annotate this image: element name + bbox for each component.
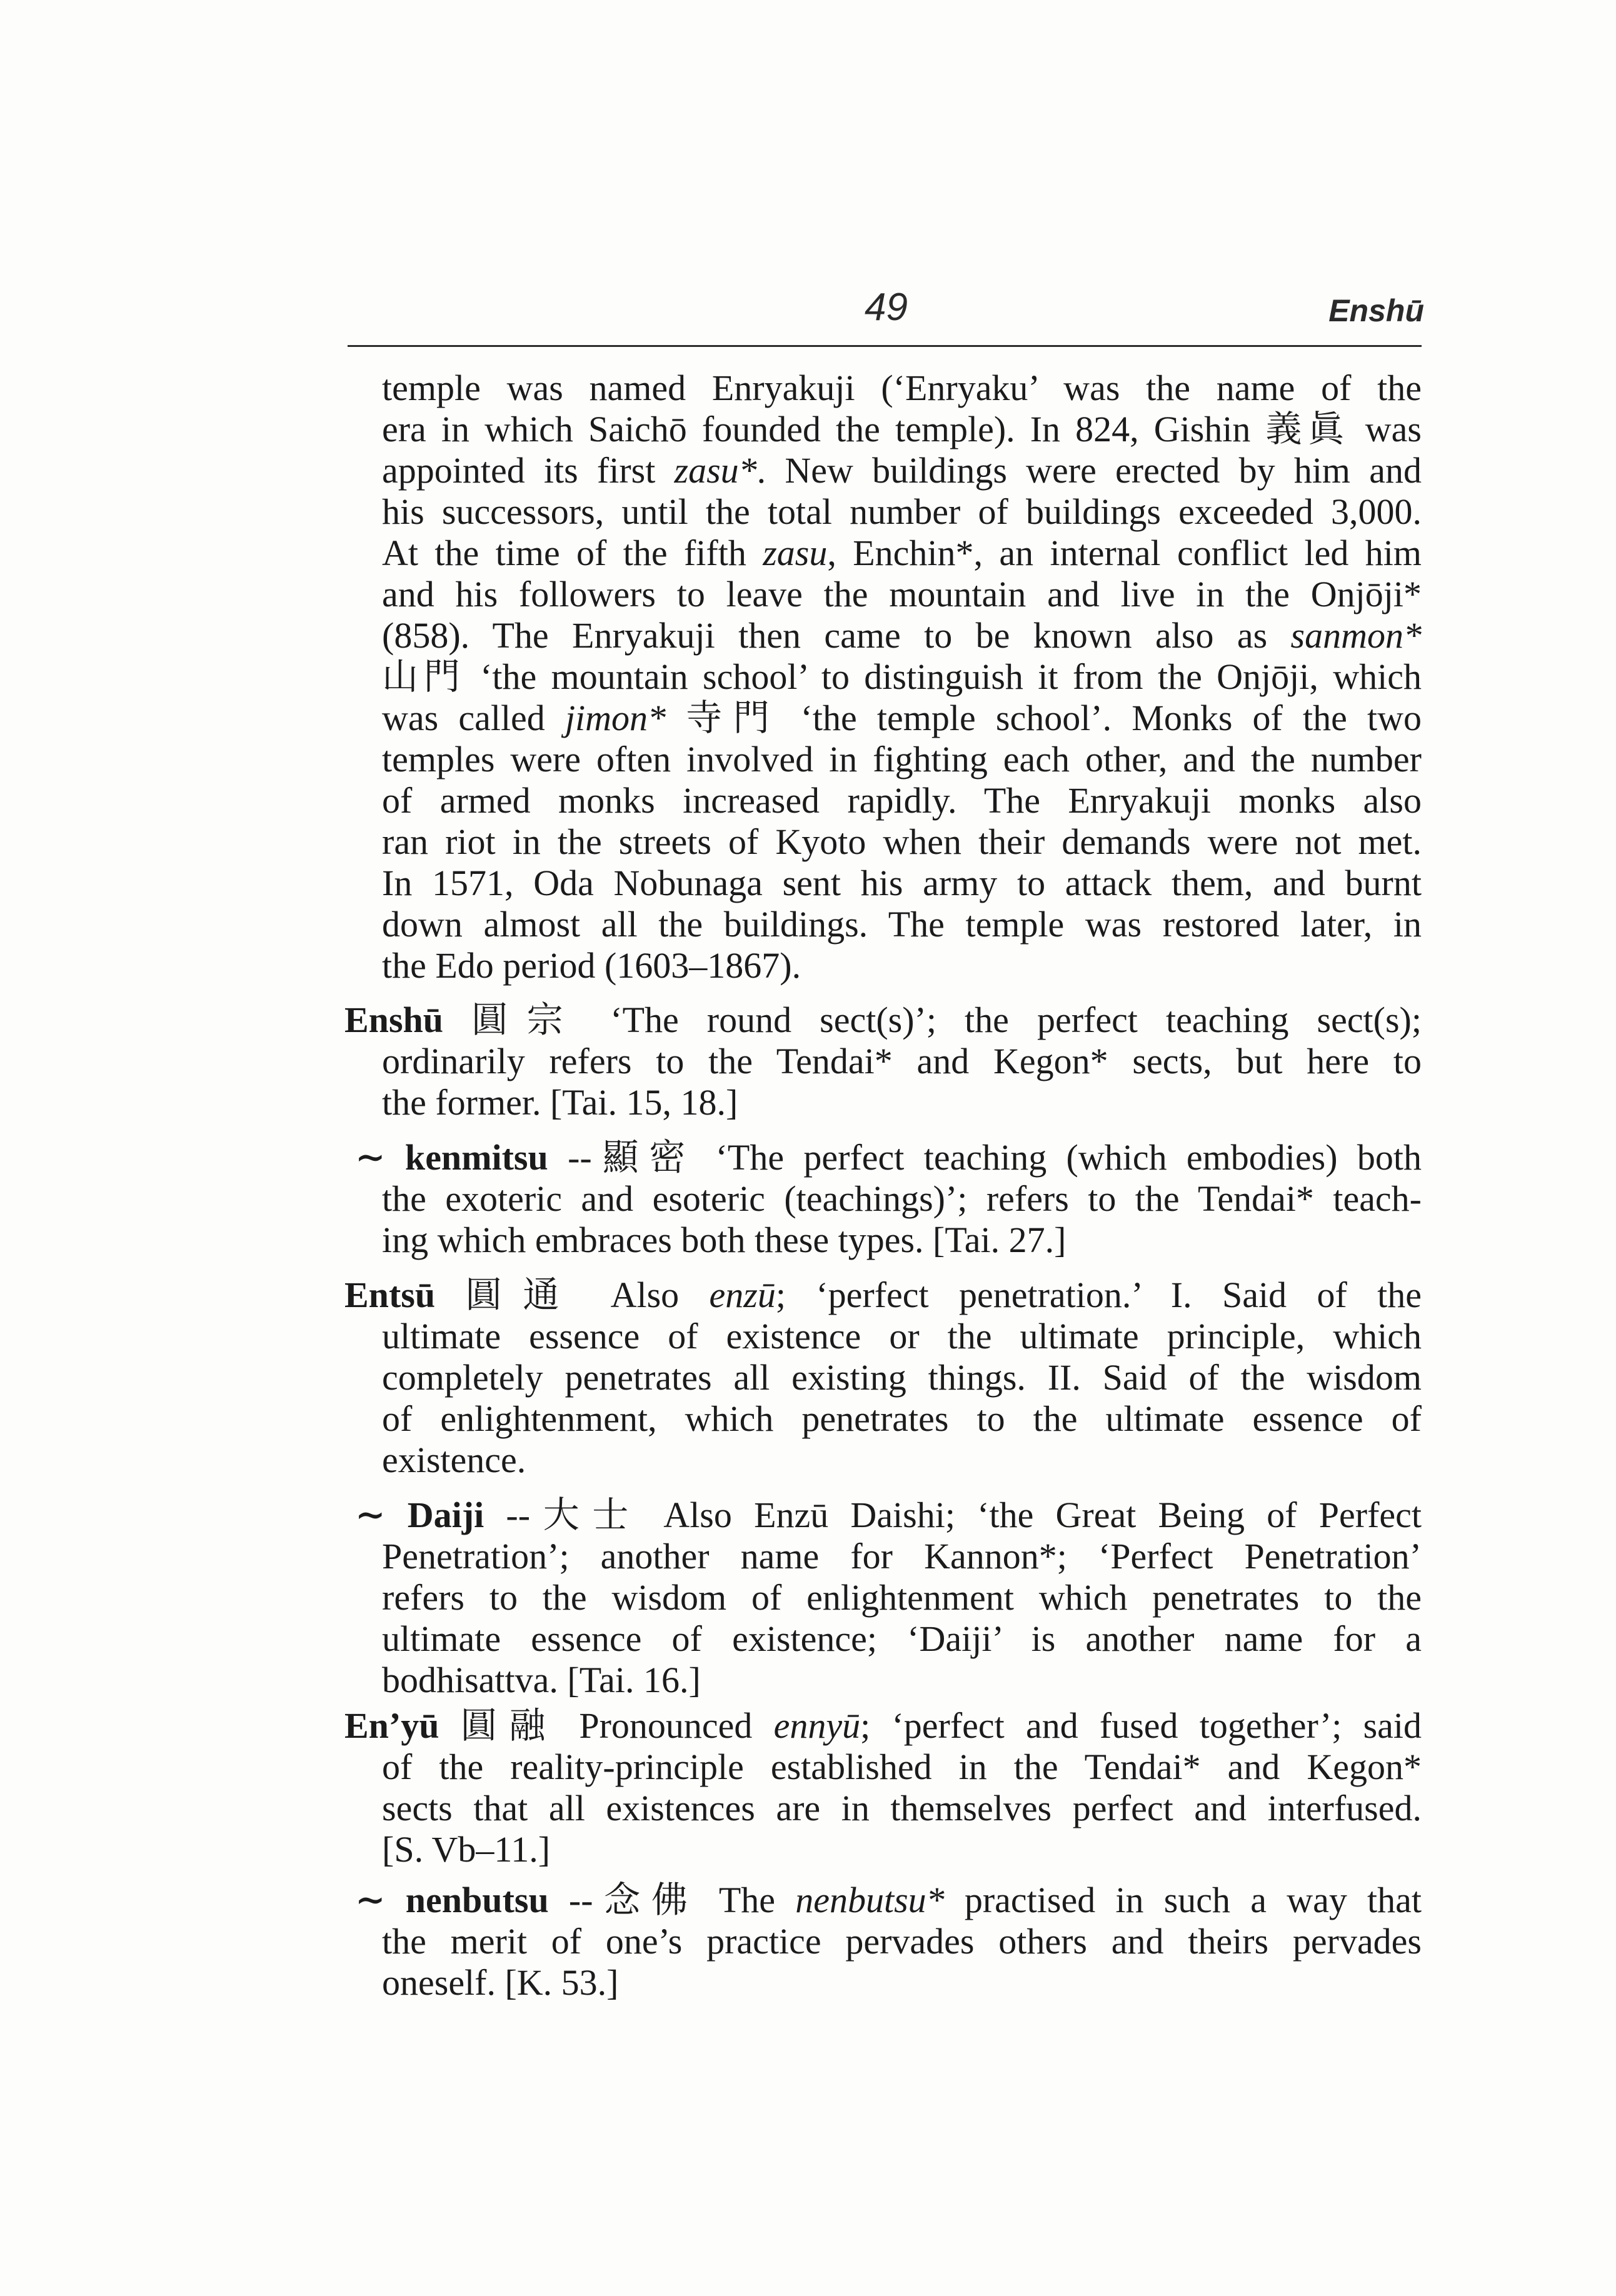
- headword: ∼ Daiji: [355, 1495, 484, 1535]
- text-run: ing which embraces both these types. [Tai. 27.]: [382, 1220, 1066, 1260]
- text-run: 圓通 Also: [435, 1275, 710, 1315]
- page-number: 49: [865, 286, 908, 329]
- text-line: [382, 739, 1422, 780]
- text-line: [382, 533, 1422, 574]
- text-run: the former. [Tai. 15, 18.]: [382, 1082, 738, 1123]
- text-line: [344, 1000, 1422, 1041]
- text-line: [382, 1220, 1422, 1261]
- italic-term: ennyū: [773, 1705, 861, 1746]
- text-run: of the reality-principle established in the Tendai* and Kegon*: [382, 1747, 1422, 1787]
- text-run: ordinarily refers to the Tendai* and Kegon* sects, but here to: [382, 1041, 1422, 1081]
- text-line: [382, 368, 1422, 409]
- text-line: [382, 1788, 1422, 1829]
- text-run: ultimate essence of existence or the ultimate principle, which: [382, 1316, 1422, 1356]
- dictionary-entry: [344, 1000, 1422, 1123]
- text-line: [382, 1440, 1422, 1481]
- text-run: 寺門 ‘the temple school’. Monks of the two: [666, 698, 1422, 738]
- text-run: , Enchin*, an internal conflict led him: [827, 533, 1422, 573]
- running-head: Enshū: [1328, 293, 1424, 328]
- text-run: --顯密 ‘The perfect teaching (which embodies) both: [548, 1137, 1422, 1178]
- text-run: and his followers to leave the mountain and live in the Onjōji*: [382, 574, 1422, 614]
- text-line: [382, 1041, 1422, 1082]
- italic-term: jimon*: [565, 698, 666, 738]
- text-run: of armed monks increased rapidly. The Enryakuji monks also: [382, 780, 1422, 821]
- text-run: temple was named Enryakuji (‘Enryaku’ was the name of the: [382, 368, 1422, 408]
- text-line: [382, 1660, 1422, 1701]
- text-line: [382, 1178, 1422, 1220]
- text-line: [382, 821, 1422, 863]
- headword: ∼ kenmitsu: [355, 1137, 548, 1178]
- text-line: [382, 1921, 1422, 1962]
- text-run: At the time of the fifth: [382, 533, 763, 573]
- header-rule: [348, 345, 1422, 347]
- text-run: --念佛 The: [548, 1880, 796, 1920]
- text-line: [382, 1316, 1422, 1357]
- dictionary-entry: [344, 1495, 1422, 1701]
- text-run: refers to the wisdom of enlightenment which penetrates to the: [382, 1577, 1422, 1618]
- dictionary-entry: [344, 1275, 1422, 1481]
- text-run: bodhisattva. [Tai. 16.]: [382, 1660, 701, 1700]
- text-run: In 1571, Oda Nobunaga sent his army to attack them, and burnt: [382, 863, 1422, 903]
- text-line: [382, 1962, 1422, 2003]
- text-run: 山門 ‘the mountain school’ to distinguish it from the Onjōji, which: [382, 656, 1422, 697]
- text-run: existence.: [382, 1440, 526, 1480]
- text-run: the Edo period (1603–1867).: [382, 945, 801, 986]
- text-run: the exoteric and esoteric (teachings)’; refers to the Tendai* teach-: [382, 1178, 1422, 1219]
- text-run: era in which Saichō founded the temple). In 824, Gishin 義眞 was: [382, 409, 1422, 449]
- dictionary-entry: [344, 1880, 1422, 2003]
- text-line: [382, 409, 1422, 450]
- text-run: the merit of one’s practice pervades others and theirs pervades: [382, 1921, 1422, 1962]
- text-line: [382, 615, 1422, 656]
- text-run: (858). The Enryakuji then came to be known also as: [382, 615, 1291, 656]
- text-line: [382, 1577, 1422, 1618]
- text-run: [S. Vb–11.]: [382, 1829, 551, 1870]
- text-line: [382, 656, 1422, 698]
- dictionary-entry: [344, 1705, 1422, 1870]
- text-line: [382, 780, 1422, 821]
- text-run: of enlightenment, which penetrates to the ultimate essence of: [382, 1398, 1422, 1439]
- text-run: his successors, until the total number of buildings exceeded 3,000.: [382, 491, 1422, 532]
- text-run: temples were often involved in fighting each other, and the number: [382, 739, 1422, 780]
- text-run: . New buildings were erected by him and: [756, 450, 1422, 491]
- text-run: ran riot in the streets of Kyoto when their demands were not met.: [382, 821, 1422, 862]
- text-run: ; ‘perfect and fused together’; said: [860, 1705, 1422, 1746]
- text-run: oneself. [K. 53.]: [382, 1962, 619, 2003]
- text-run: was called: [382, 698, 565, 738]
- text-run: ultimate essence of existence; ‘Daiji’ is another name for a: [382, 1618, 1422, 1659]
- text-run: sects that all existences are in themselves perfect and interfused.: [382, 1788, 1422, 1828]
- text-line: [382, 1536, 1422, 1577]
- italic-term: sanmon*: [1290, 615, 1422, 656]
- italic-term: enzū: [709, 1275, 776, 1315]
- italic-term: zasu: [763, 533, 828, 573]
- text-run: 圓融 Pronounced: [439, 1705, 774, 1746]
- text-line: [382, 863, 1422, 904]
- text-line: [382, 1398, 1422, 1440]
- headword: Enshū: [344, 1000, 444, 1040]
- text-run: down almost all the buildings. The temple was restored later, in: [382, 904, 1422, 945]
- text-line: [382, 1082, 1422, 1123]
- text-run: completely penetrates all existing things. II. Said of the wisdom: [382, 1357, 1422, 1398]
- text-run: ; ‘perfect penetration.’ I. Said of the: [775, 1275, 1422, 1315]
- text-line: [382, 450, 1422, 491]
- text-line: [344, 1275, 1422, 1316]
- dictionary-entry: [344, 368, 1422, 986]
- text-line: [355, 1495, 1422, 1536]
- text-line: [382, 698, 1422, 739]
- text-line: [355, 1880, 1422, 1921]
- text-line: [382, 1829, 1422, 1870]
- text-line: [344, 1705, 1422, 1747]
- text-line: [382, 574, 1422, 615]
- italic-term: nenbutsu*: [795, 1880, 945, 1920]
- text-run: --大士 Also Enzū Daishi; ‘the Great Being of Perfect: [484, 1495, 1422, 1535]
- text-run: Penetration’; another name for Kannon*; ‘Perfect Penetration’: [382, 1536, 1422, 1577]
- text-line: [382, 491, 1422, 533]
- text-run: practised in such a way that: [944, 1880, 1422, 1920]
- text-line: [382, 945, 1422, 986]
- text-line: [382, 1747, 1422, 1788]
- text-line: [355, 1137, 1422, 1178]
- dictionary-entry: [344, 1137, 1422, 1261]
- headword: En’yū: [344, 1705, 439, 1746]
- text-run: appointed its first: [382, 450, 675, 491]
- text-line: [382, 1618, 1422, 1660]
- text-run: 圓宗 ‘The round sect(s)’; the perfect teaching sect(s);: [443, 1000, 1422, 1040]
- headword: ∼ nenbutsu: [355, 1880, 549, 1920]
- text-line: [382, 904, 1422, 945]
- headword: Entsū: [344, 1275, 436, 1315]
- text-line: [382, 1357, 1422, 1398]
- italic-term: zasu*: [674, 450, 757, 491]
